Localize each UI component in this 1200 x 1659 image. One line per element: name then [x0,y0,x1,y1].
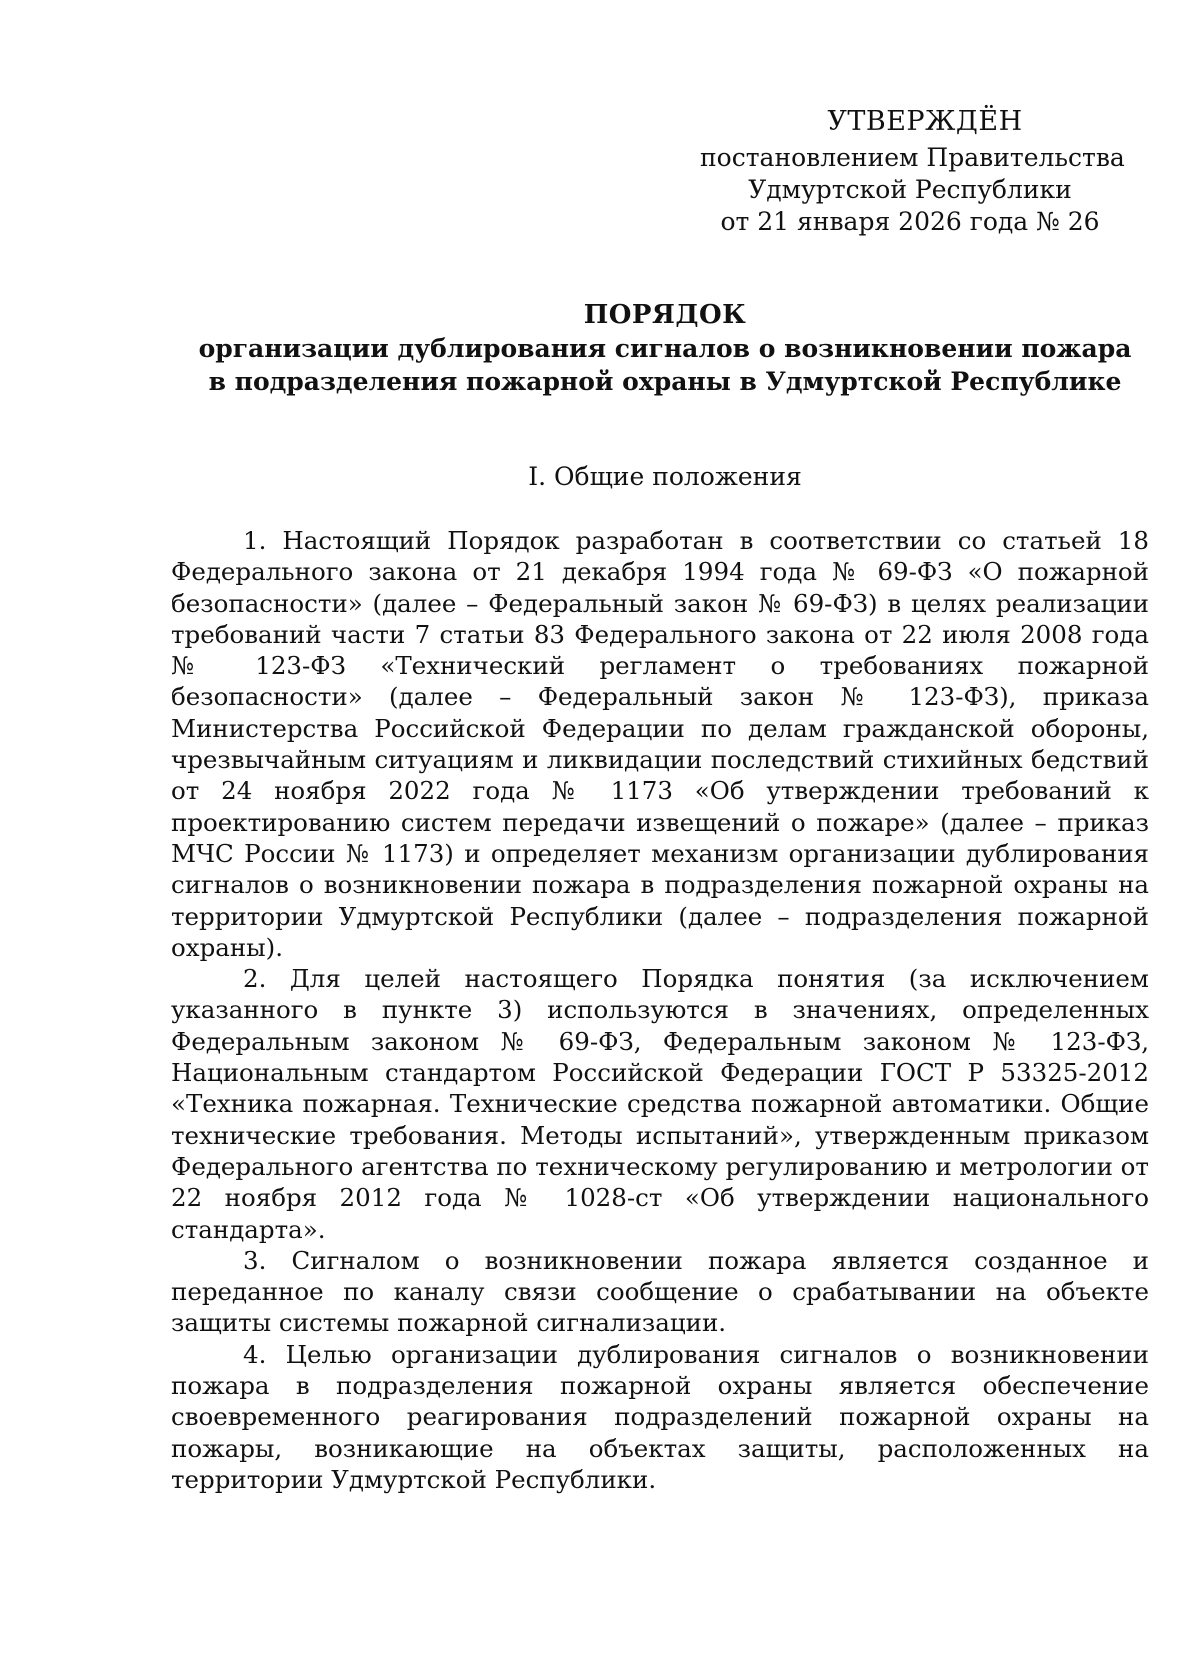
document-title-sub-line1: организации дублирования сигналов о возникновении пожара [198,334,1132,363]
paragraph-1: 1. Настоящий Порядок разработан в соответствии со статьей 18 Федерального закона от 21 декабря 1994 года № 69-ФЗ «О пожарной безопасности» (далее – Федеральный закон № 69-ФЗ) в целях реализации требований части 7 статьи 83 Федерального закона от 22 июля 2008 года № 123-ФЗ «Технический регламент о требованиях пожарной безопасности» (далее – Федеральный закон № 123-ФЗ), приказа Министерства Российской Федерации по делам гражданской обороны, чрезвычайным ситуациям и ликвидации последствий стихийных бедствий от 24 ноября 2022 года № 1173 «Об утверждении требований к проектированию систем передачи извещений о пожаре» (далее – приказ МЧС России № 1173) и определяет механизм организации дублирования сигналов о возникновении пожара в подразделения пожарной охраны на территории Удмуртской Республики (далее – подразделения пожарной охраны). [171,526,1149,962]
approval-block [700,106,1125,238]
document-body [171,525,1149,1495]
approval-line-government: Удмуртской Республики [748,175,1072,204]
paragraph-3: 3. Сигналом о возникновении пожара является созданное и переданное по каналу связи сообщение о срабатывании на объекте защиты системы пожарной сигнализации. [171,1245,1149,1338]
paragraph-2: 2. Для целей настоящего Порядка понятия (за исключением указанного в пункте 3) используются в значениях, определенных Федеральным законом № 69-ФЗ, Федеральным законом № 123-ФЗ, Национальным стандартом Российской Федерации ГОСТ Р 53325-2012 «Техника пожарная. Технические средства пожарной автоматики. Общие технические требования. Методы испытаний», утвержденным приказом Федерального агентства по техническому регулированию и метрологии от 22 ноября 2012 года № 1028-ст «Об утверждении национального стандарта». [171,964,1149,1244]
approval-heading: УТВЕРЖДЁН [827,106,1023,137]
paragraph-4: 4. Целью организации дублирования сигналов о возникновении пожара в подразделения пожарной охраны является обеспечение своевременного реагирования подразделений пожарной охраны на пожары, возникающие на объектах защиты, расположенных на территории Удмуртской Республики. [171,1339,1149,1494]
approval-line-date: от 21 января 2026 года № 26 [720,207,1100,236]
approval-line-resolution: постановлением Правительства [700,143,1125,172]
document-title-main: ПОРЯДОК [583,300,747,330]
document-title [170,298,1160,398]
section-heading: I. Общие положения [528,462,802,491]
document-title-sub-line2: в подразделения пожарной охраны в Удмуртской Республике [208,367,1122,396]
